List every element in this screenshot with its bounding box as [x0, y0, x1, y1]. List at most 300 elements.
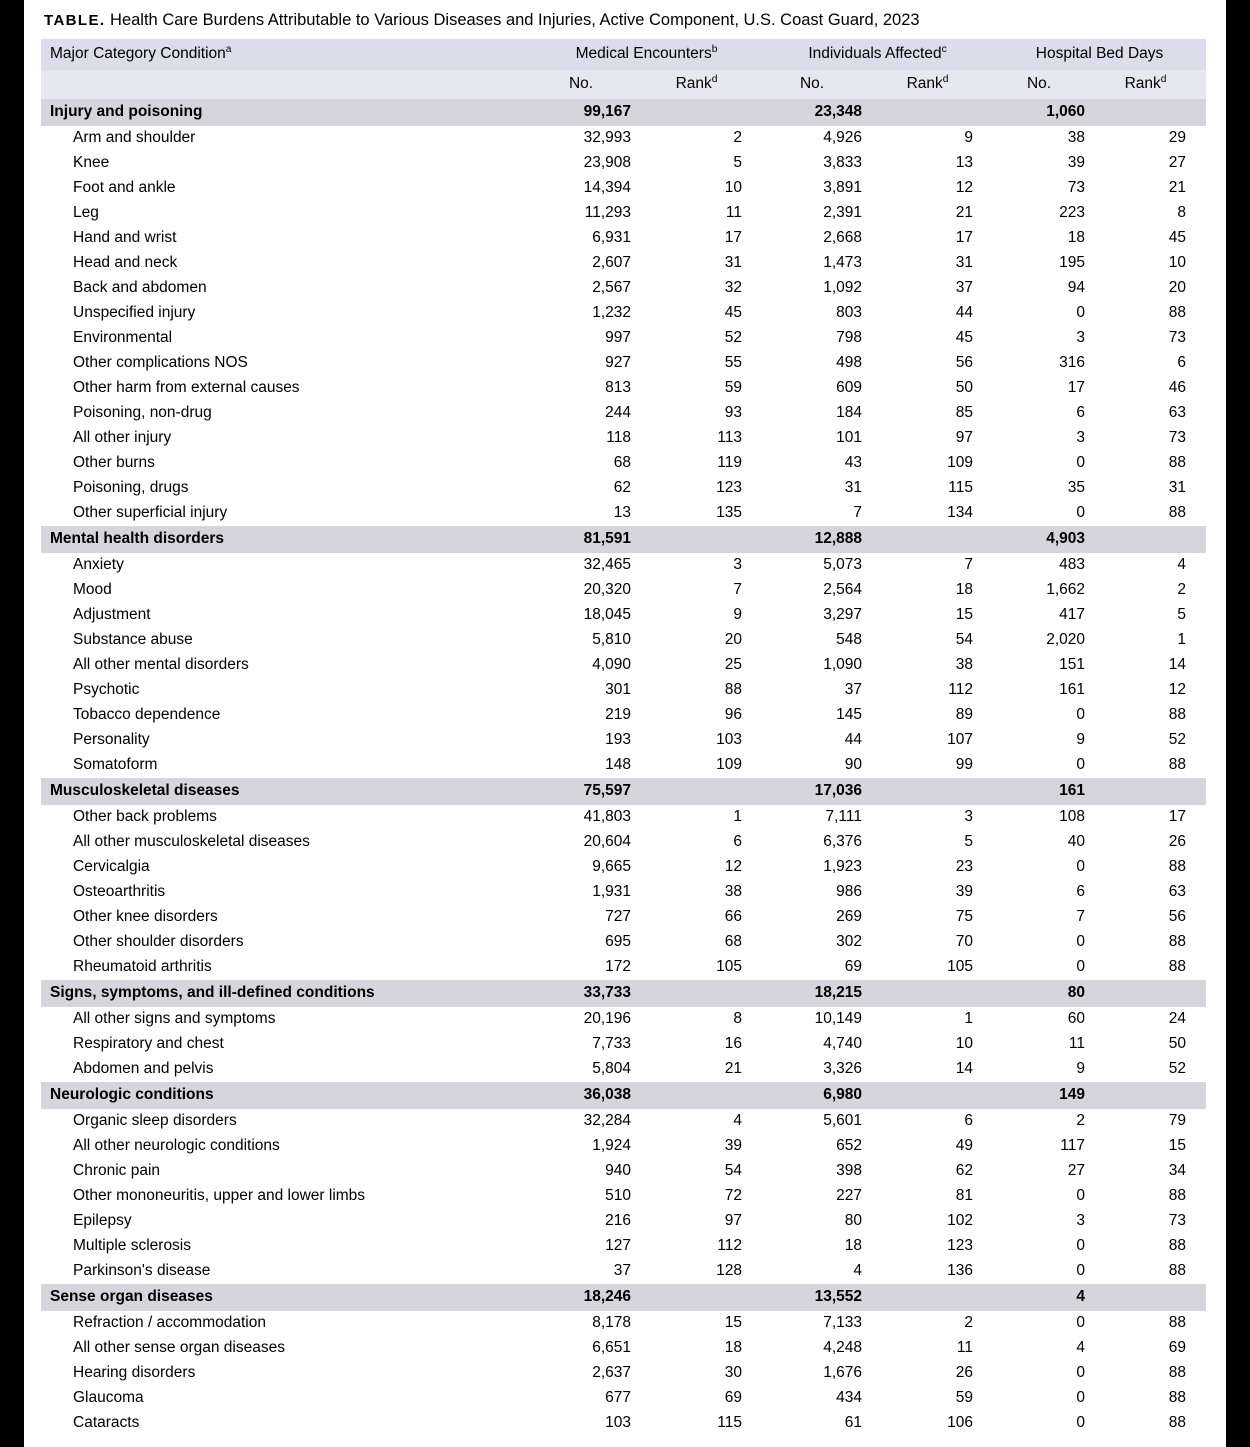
header-group-superscript: c: [941, 43, 947, 55]
row-ind-rank: 123: [882, 1234, 993, 1259]
row-ind-rank: 134: [882, 501, 993, 526]
row-enc-no: 20,320: [531, 578, 651, 603]
section-total-ind-rank: [882, 980, 993, 1007]
row-enc-no: 4,090: [531, 653, 651, 678]
table-row: [41, 1411, 1206, 1436]
header-subcolumn-enc-no: No.: [531, 70, 651, 99]
header-subcolumn-rank-superscript: d: [1160, 73, 1167, 85]
row-ind-rank: 102: [882, 1209, 993, 1234]
row-ind-rank: 21: [882, 201, 993, 226]
row-condition: All other sense organ diseases: [41, 1336, 531, 1361]
header-subcolumn-enc-rank: [651, 70, 762, 99]
row-condition: Cervicalgia: [41, 855, 531, 880]
row-enc-rank: 103: [651, 728, 762, 753]
row-enc-no: 20,604: [531, 830, 651, 855]
row-enc-rank: 1: [651, 805, 762, 830]
row-ind-rank: 38: [882, 653, 993, 678]
row-condition: Other mononeuritis, upper and lower limbs: [41, 1184, 531, 1209]
row-bed-rank: 88: [1105, 1311, 1206, 1336]
section-total-ind-rank: [882, 1082, 993, 1109]
row-condition: All other injury: [41, 426, 531, 451]
row-enc-rank: 66: [651, 905, 762, 930]
row-ind-no: 145: [762, 703, 882, 728]
section-total-ind-rank: [882, 778, 993, 805]
section-total-ind-no: 12,888: [762, 526, 882, 553]
row-condition: Hearing disorders: [41, 1361, 531, 1386]
row-bed-rank: 26: [1105, 830, 1206, 855]
row-condition: Substance abuse: [41, 628, 531, 653]
row-condition: All other musculoskeletal diseases: [41, 830, 531, 855]
row-ind-no: 90: [762, 753, 882, 778]
row-enc-rank: 55: [651, 351, 762, 376]
row-condition: Rheumatoid arthritis: [41, 955, 531, 980]
row-ind-rank: 26: [882, 1361, 993, 1386]
table-row: [41, 1311, 1206, 1336]
row-enc-rank: 11: [651, 201, 762, 226]
row-condition: Respiratory and chest: [41, 1032, 531, 1057]
row-bed-no: 0: [993, 301, 1105, 326]
row-ind-rank: 112: [882, 678, 993, 703]
row-enc-rank: 39: [651, 1134, 762, 1159]
row-bed-rank: 73: [1105, 326, 1206, 351]
health-care-burden-table: [41, 39, 1206, 1436]
row-ind-no: 37: [762, 678, 882, 703]
section-total-bed-no: 4: [993, 1284, 1105, 1311]
row-bed-rank: 88: [1105, 1184, 1206, 1209]
row-enc-no: 62: [531, 476, 651, 501]
row-ind-rank: 31: [882, 251, 993, 276]
row-condition: All other neurologic conditions: [41, 1134, 531, 1159]
row-condition: Poisoning, non-drug: [41, 401, 531, 426]
row-enc-no: 301: [531, 678, 651, 703]
document-page: [24, 0, 1226, 1447]
row-enc-no: 510: [531, 1184, 651, 1209]
row-bed-rank: 24: [1105, 1007, 1206, 1032]
row-ind-rank: 109: [882, 451, 993, 476]
header-subcolumn-rank-label: Rank: [1124, 74, 1161, 92]
row-bed-no: 60: [993, 1007, 1105, 1032]
section-total-bed-rank: [1105, 99, 1206, 126]
section-header-row: [41, 1082, 1206, 1109]
row-enc-no: 2,637: [531, 1361, 651, 1386]
section-total-enc-rank: [651, 526, 762, 553]
table-head: [41, 39, 1206, 99]
section-total-enc-no: 18,246: [531, 1284, 651, 1311]
row-ind-no: 184: [762, 401, 882, 426]
row-bed-no: 11: [993, 1032, 1105, 1057]
row-ind-rank: 7: [882, 553, 993, 578]
row-enc-no: 1,232: [531, 301, 651, 326]
table-row: [41, 351, 1206, 376]
row-bed-rank: 29: [1105, 126, 1206, 151]
row-enc-rank: 68: [651, 930, 762, 955]
row-bed-no: 0: [993, 451, 1105, 476]
row-bed-no: 2: [993, 1109, 1105, 1134]
row-condition: Foot and ankle: [41, 176, 531, 201]
row-bed-rank: 17: [1105, 805, 1206, 830]
row-ind-no: 548: [762, 628, 882, 653]
row-bed-rank: 56: [1105, 905, 1206, 930]
table-row: [41, 603, 1206, 628]
section-total-bed-rank: [1105, 778, 1206, 805]
row-ind-rank: 97: [882, 426, 993, 451]
row-ind-no: 986: [762, 880, 882, 905]
row-bed-rank: 69: [1105, 1336, 1206, 1361]
header-group-label: Hospital Bed Days: [1035, 44, 1164, 62]
row-bed-rank: 14: [1105, 653, 1206, 678]
row-bed-no: 195: [993, 251, 1105, 276]
header-subcolumn-blank: [41, 70, 531, 99]
row-bed-no: 3: [993, 426, 1105, 451]
row-enc-no: 727: [531, 905, 651, 930]
row-ind-no: 1,923: [762, 855, 882, 880]
table-caption-text: Health Care Burdens Attributable to Various Diseases and Injuries, Active Component, U.S. Coast Guard, 2023: [105, 11, 920, 29]
table-row: [41, 401, 1206, 426]
header-subcolumn-ind-rank: [882, 70, 993, 99]
table-row: [41, 1209, 1206, 1234]
section-header-row: [41, 526, 1206, 553]
row-ind-rank: 59: [882, 1386, 993, 1411]
row-enc-rank: 21: [651, 1057, 762, 1082]
row-condition: Abdomen and pelvis: [41, 1057, 531, 1082]
row-enc-no: 677: [531, 1386, 651, 1411]
row-ind-rank: 50: [882, 376, 993, 401]
section-total-bed-no: 1,060: [993, 99, 1105, 126]
row-bed-rank: 73: [1105, 426, 1206, 451]
row-bed-no: 0: [993, 1184, 1105, 1209]
row-ind-no: 498: [762, 351, 882, 376]
row-ind-no: 398: [762, 1159, 882, 1184]
table-row: [41, 501, 1206, 526]
row-condition: Other harm from external causes: [41, 376, 531, 401]
row-bed-rank: 79: [1105, 1109, 1206, 1134]
row-enc-no: 41,803: [531, 805, 651, 830]
table-row: [41, 1361, 1206, 1386]
header-condition-superscript: a: [225, 43, 232, 55]
row-enc-no: 5,810: [531, 628, 651, 653]
row-bed-no: 3: [993, 1209, 1105, 1234]
row-bed-no: 0: [993, 930, 1105, 955]
row-enc-rank: 109: [651, 753, 762, 778]
row-bed-rank: 73: [1105, 1209, 1206, 1234]
row-bed-no: 4: [993, 1336, 1105, 1361]
table-row: [41, 880, 1206, 905]
row-bed-no: 73: [993, 176, 1105, 201]
row-bed-no: 35: [993, 476, 1105, 501]
row-bed-no: 161: [993, 678, 1105, 703]
row-condition: Somatoform: [41, 753, 531, 778]
row-bed-rank: 88: [1105, 703, 1206, 728]
table-row: [41, 301, 1206, 326]
row-ind-no: 269: [762, 905, 882, 930]
row-bed-no: 94: [993, 276, 1105, 301]
row-condition: Knee: [41, 151, 531, 176]
row-bed-no: 2,020: [993, 628, 1105, 653]
row-enc-no: 927: [531, 351, 651, 376]
row-ind-rank: 70: [882, 930, 993, 955]
row-enc-no: 8,178: [531, 1311, 651, 1336]
table-row: [41, 1032, 1206, 1057]
table-row: [41, 1386, 1206, 1411]
row-bed-rank: 88: [1105, 451, 1206, 476]
table-row: [41, 1336, 1206, 1361]
section-total-enc-rank: [651, 980, 762, 1007]
table-caption-prefix: TABLE.: [44, 12, 106, 29]
row-condition: Arm and shoulder: [41, 126, 531, 151]
row-enc-rank: 8: [651, 1007, 762, 1032]
row-enc-rank: 32: [651, 276, 762, 301]
row-ind-rank: 89: [882, 703, 993, 728]
section-name: Musculoskeletal diseases: [41, 778, 531, 805]
row-ind-no: 1,473: [762, 251, 882, 276]
table-row: [41, 1007, 1206, 1032]
row-ind-rank: 15: [882, 603, 993, 628]
row-bed-rank: 52: [1105, 728, 1206, 753]
row-ind-no: 3,326: [762, 1057, 882, 1082]
row-bed-rank: 2: [1105, 578, 1206, 603]
section-total-bed-no: 149: [993, 1082, 1105, 1109]
row-enc-no: 193: [531, 728, 651, 753]
row-enc-rank: 45: [651, 301, 762, 326]
section-total-bed-rank: [1105, 526, 1206, 553]
table-row: [41, 376, 1206, 401]
row-condition: Poisoning, drugs: [41, 476, 531, 501]
row-bed-no: 117: [993, 1134, 1105, 1159]
row-enc-rank: 38: [651, 880, 762, 905]
header-subcolumn-rank-superscript: d: [942, 73, 949, 85]
row-bed-no: 316: [993, 351, 1105, 376]
row-condition: Psychotic: [41, 678, 531, 703]
row-bed-rank: 88: [1105, 1259, 1206, 1284]
header-condition-label: Major Category Condition: [50, 44, 226, 62]
row-ind-rank: 2: [882, 1311, 993, 1336]
section-total-enc-no: 99,167: [531, 99, 651, 126]
row-enc-rank: 17: [651, 226, 762, 251]
row-enc-rank: 59: [651, 376, 762, 401]
row-ind-rank: 81: [882, 1184, 993, 1209]
row-bed-no: 9: [993, 728, 1105, 753]
row-bed-no: 40: [993, 830, 1105, 855]
row-bed-no: 0: [993, 1411, 1105, 1436]
row-bed-rank: 21: [1105, 176, 1206, 201]
row-bed-rank: 88: [1105, 1361, 1206, 1386]
row-ind-rank: 99: [882, 753, 993, 778]
section-total-enc-no: 33,733: [531, 980, 651, 1007]
row-enc-rank: 115: [651, 1411, 762, 1436]
row-bed-rank: 5: [1105, 603, 1206, 628]
table-row: [41, 553, 1206, 578]
row-condition: Other shoulder disorders: [41, 930, 531, 955]
table-row: [41, 326, 1206, 351]
row-condition: Osteoarthritis: [41, 880, 531, 905]
table-row: [41, 451, 1206, 476]
row-ind-rank: 49: [882, 1134, 993, 1159]
row-bed-no: 483: [993, 553, 1105, 578]
row-ind-no: 1,090: [762, 653, 882, 678]
row-bed-rank: 8: [1105, 201, 1206, 226]
row-enc-rank: 18: [651, 1336, 762, 1361]
row-bed-no: 6: [993, 401, 1105, 426]
row-ind-rank: 17: [882, 226, 993, 251]
section-total-ind-no: 17,036: [762, 778, 882, 805]
row-enc-no: 32,993: [531, 126, 651, 151]
row-enc-rank: 30: [651, 1361, 762, 1386]
row-enc-no: 695: [531, 930, 651, 955]
table-row: [41, 151, 1206, 176]
row-enc-rank: 12: [651, 855, 762, 880]
section-header-row: [41, 1284, 1206, 1311]
row-enc-rank: 96: [651, 703, 762, 728]
row-ind-rank: 62: [882, 1159, 993, 1184]
row-enc-no: 1,924: [531, 1134, 651, 1159]
table-row: [41, 1134, 1206, 1159]
row-enc-rank: 54: [651, 1159, 762, 1184]
row-ind-rank: 44: [882, 301, 993, 326]
row-enc-no: 6,651: [531, 1336, 651, 1361]
row-bed-rank: 88: [1105, 855, 1206, 880]
row-bed-no: 38: [993, 126, 1105, 151]
row-enc-no: 13: [531, 501, 651, 526]
row-bed-no: 9: [993, 1057, 1105, 1082]
row-ind-no: 10,149: [762, 1007, 882, 1032]
row-ind-no: 43: [762, 451, 882, 476]
row-bed-no: 0: [993, 1234, 1105, 1259]
row-ind-rank: 107: [882, 728, 993, 753]
row-bed-no: 3: [993, 326, 1105, 351]
row-enc-rank: 105: [651, 955, 762, 980]
row-bed-rank: 6: [1105, 351, 1206, 376]
table-row: [41, 201, 1206, 226]
row-enc-no: 1,931: [531, 880, 651, 905]
table-row: [41, 126, 1206, 151]
row-bed-rank: 88: [1105, 930, 1206, 955]
row-enc-rank: 15: [651, 1311, 762, 1336]
row-condition: All other signs and symptoms: [41, 1007, 531, 1032]
section-total-enc-no: 75,597: [531, 778, 651, 805]
row-ind-no: 5,601: [762, 1109, 882, 1134]
row-enc-no: 172: [531, 955, 651, 980]
section-total-bed-no: 80: [993, 980, 1105, 1007]
row-bed-no: 6: [993, 880, 1105, 905]
row-bed-rank: 10: [1105, 251, 1206, 276]
row-bed-no: 223: [993, 201, 1105, 226]
section-total-enc-rank: [651, 1284, 762, 1311]
row-bed-no: 7: [993, 905, 1105, 930]
row-enc-rank: 72: [651, 1184, 762, 1209]
section-total-ind-rank: [882, 99, 993, 126]
header-condition: [41, 39, 531, 70]
row-bed-no: 417: [993, 603, 1105, 628]
row-condition: Other burns: [41, 451, 531, 476]
row-enc-no: 32,465: [531, 553, 651, 578]
row-bed-rank: 15: [1105, 1134, 1206, 1159]
section-name: Mental health disorders: [41, 526, 531, 553]
section-total-bed-rank: [1105, 1284, 1206, 1311]
row-condition: Personality: [41, 728, 531, 753]
table-row: [41, 955, 1206, 980]
row-ind-rank: 1: [882, 1007, 993, 1032]
row-enc-rank: 119: [651, 451, 762, 476]
row-bed-no: 17: [993, 376, 1105, 401]
row-bed-rank: 88: [1105, 1411, 1206, 1436]
table-row: [41, 703, 1206, 728]
header-subcolumn-rank-label: Rank: [675, 74, 712, 92]
row-ind-rank: 136: [882, 1259, 993, 1284]
row-condition: Epilepsy: [41, 1209, 531, 1234]
table-row: [41, 1259, 1206, 1284]
row-enc-no: 18,045: [531, 603, 651, 628]
row-enc-no: 103: [531, 1411, 651, 1436]
row-ind-no: 6,376: [762, 830, 882, 855]
row-ind-rank: 54: [882, 628, 993, 653]
row-ind-no: 7: [762, 501, 882, 526]
row-enc-no: 148: [531, 753, 651, 778]
row-bed-rank: 63: [1105, 401, 1206, 426]
row-ind-no: 61: [762, 1411, 882, 1436]
row-enc-rank: 69: [651, 1386, 762, 1411]
row-enc-no: 6,931: [531, 226, 651, 251]
row-enc-no: 32,284: [531, 1109, 651, 1134]
row-ind-rank: 5: [882, 830, 993, 855]
row-enc-no: 23,908: [531, 151, 651, 176]
row-enc-rank: 97: [651, 1209, 762, 1234]
row-condition: Head and neck: [41, 251, 531, 276]
row-bed-no: 39: [993, 151, 1105, 176]
row-ind-no: 7,133: [762, 1311, 882, 1336]
row-condition: Other back problems: [41, 805, 531, 830]
row-condition: Anxiety: [41, 553, 531, 578]
table-row: [41, 728, 1206, 753]
header-row-subcolumns: [41, 70, 1206, 99]
row-ind-rank: 37: [882, 276, 993, 301]
table-row: [41, 476, 1206, 501]
table-row: [41, 276, 1206, 301]
row-ind-rank: 12: [882, 176, 993, 201]
row-ind-no: 803: [762, 301, 882, 326]
header-subcolumn-rank-label: Rank: [906, 74, 943, 92]
section-total-bed-no: 161: [993, 778, 1105, 805]
row-enc-no: 14,394: [531, 176, 651, 201]
row-enc-no: 7,733: [531, 1032, 651, 1057]
table-row: [41, 753, 1206, 778]
row-bed-rank: 27: [1105, 151, 1206, 176]
row-bed-no: 0: [993, 855, 1105, 880]
row-bed-rank: 88: [1105, 753, 1206, 778]
section-total-ind-no: 23,348: [762, 99, 882, 126]
header-subcolumn-ind-no: No.: [762, 70, 882, 99]
table-row: [41, 830, 1206, 855]
row-ind-no: 4,248: [762, 1336, 882, 1361]
table-body: [41, 99, 1206, 1436]
row-bed-no: 0: [993, 703, 1105, 728]
row-condition: Multiple sclerosis: [41, 1234, 531, 1259]
table-row: [41, 855, 1206, 880]
row-bed-rank: 88: [1105, 1386, 1206, 1411]
table-row: [41, 1159, 1206, 1184]
row-enc-no: 37: [531, 1259, 651, 1284]
row-bed-no: 0: [993, 501, 1105, 526]
row-enc-rank: 88: [651, 678, 762, 703]
row-bed-rank: 31: [1105, 476, 1206, 501]
row-enc-rank: 4: [651, 1109, 762, 1134]
row-ind-rank: 85: [882, 401, 993, 426]
row-enc-no: 9,665: [531, 855, 651, 880]
row-bed-no: 151: [993, 653, 1105, 678]
row-ind-rank: 9: [882, 126, 993, 151]
row-ind-rank: 18: [882, 578, 993, 603]
section-total-enc-rank: [651, 778, 762, 805]
row-enc-no: 997: [531, 326, 651, 351]
